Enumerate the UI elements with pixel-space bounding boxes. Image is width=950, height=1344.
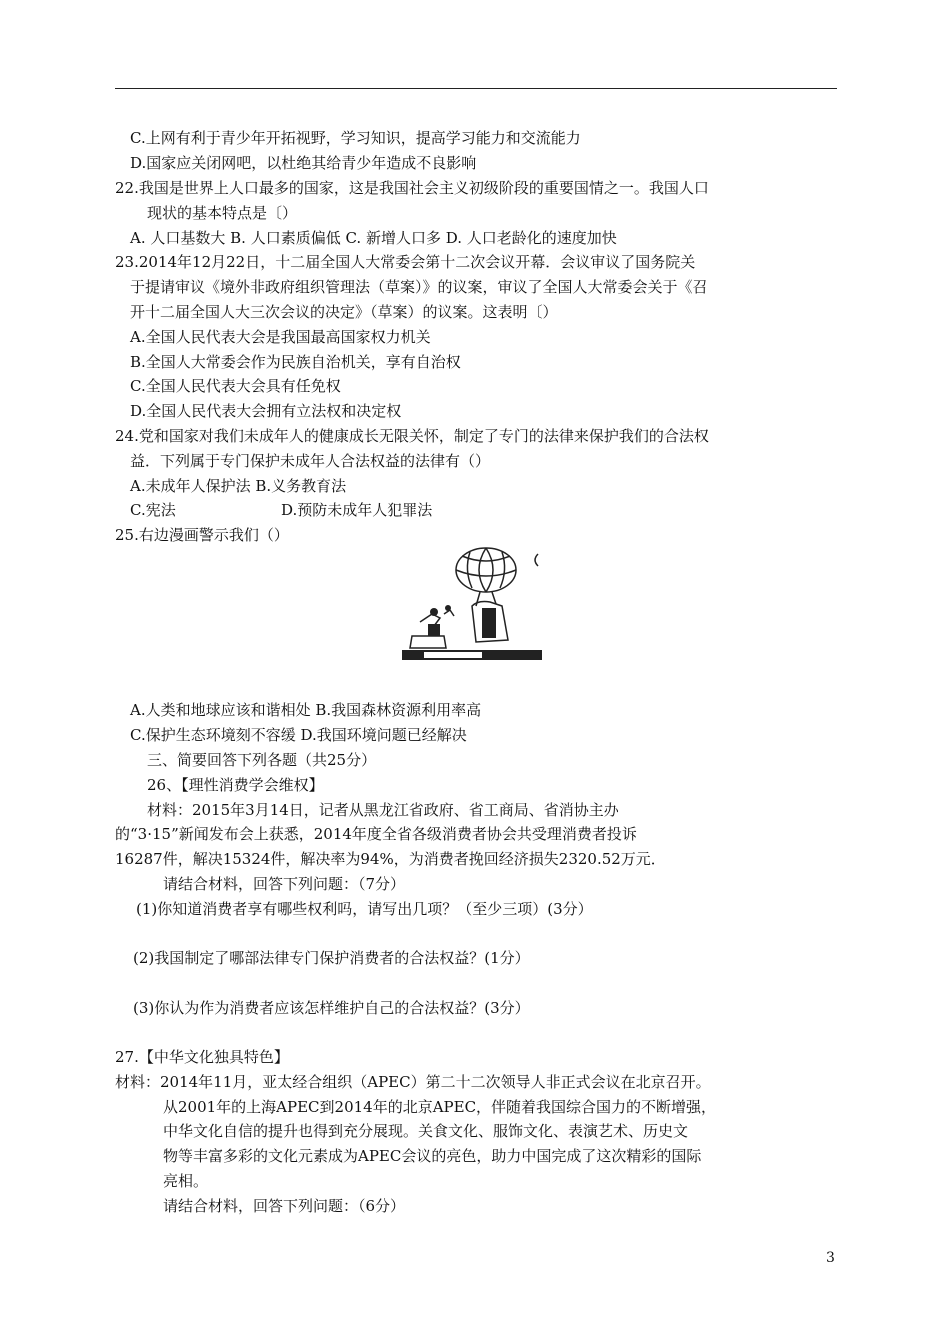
q22-stem-line-1: 22.我国是世界上人口最多的国家，这是我国社会主义初级阶段的重要国情之一。我国人口 <box>115 179 709 197</box>
q26-material-line-1: 材料：2015年3月14日，记者从黑龙江省政府、省工商局、省消协主办 <box>147 801 619 819</box>
q27-material-line-2: 从2001年的上海APEC到2014年的北京APEC，伴随着我国综合国力的不断增强， <box>163 1098 717 1116</box>
q26-material-line-2: 的“3·15”新闻发布会上获悉，2014年度全省各级消费者协会共受理消费者投诉 <box>115 825 637 843</box>
q21-option-c: C.上网有利于青少年开拓视野，学习知识，提高学习能力和交流能力 <box>130 129 581 147</box>
q24-stem-line-2: 益．下列属于专门保护未成年人合法权益的法律有（） <box>130 452 491 470</box>
q26-heading: 26、【理性消费学会维权】 <box>147 776 324 794</box>
q23-option-a: A.全国人民代表大会是我国最高国家权力机关 <box>130 328 431 346</box>
q26-sub-3: (3)你认为作为消费者应该怎样维护自己的合法权益？(3分） <box>133 999 530 1017</box>
q27-instruction: 请结合材料，回答下列问题：（6分） <box>163 1197 406 1215</box>
cartoon-image <box>398 544 546 662</box>
q22-stem-line-2: 现状的基本特点是〔） <box>147 204 298 222</box>
q23-stem-line-1: 23.2014年12月22日，十二届全国人大常委会第十二次会议开幕．会议审议了国务院关 <box>115 253 696 271</box>
q24-option-d: D.预防未成年人犯罪法 <box>281 501 433 519</box>
q27-heading: 27.【中华文化独具特色】 <box>115 1048 289 1066</box>
q27-material-line-4: 物等丰富多彩的文化元素成为APEC会议的亮色，助力中国完成了这次精彩的国际 <box>163 1147 702 1165</box>
q25-stem: 25.右边漫画警示我们（） <box>115 526 289 544</box>
q25-options-cd: C.保护生态环境刻不容缓 D.我国环境问题已经解决 <box>130 726 467 744</box>
q23-stem-line-3: 开十二届全国人大三次会议的决定》（草案）的议案。这表明〔） <box>130 303 558 321</box>
q26-sub-2: (2)我国制定了哪部法律专门保护消费者的合法权益？(1分） <box>133 949 530 967</box>
q26-material-line-3: 16287件，解决15324件，解决率为94%，为消费者挽回经济损失2320.52万元． <box>115 850 666 868</box>
section-three-heading: 三、简要回答下列各题（共25分） <box>147 751 377 769</box>
q23-option-b: B.全国人大常委会作为民族自治机关，享有自治权 <box>130 353 461 371</box>
q24-options-ab: A.未成年人保护法 B.义务教育法 <box>130 477 347 495</box>
q23-option-c: C.全国人民代表大会具有任免权 <box>130 377 341 395</box>
q22-options: A. 人口基数大 B. 人口素质偏低 C. 新增人口多 D. 人口老龄化的速度加快 <box>130 229 617 247</box>
q27-material-line-3: 中华文化自信的提升也得到充分展现。关食文化、服饰文化、表演艺术、历史文 <box>163 1122 689 1140</box>
header-rule <box>115 88 837 89</box>
q23-option-d: D.全国人民代表大会拥有立法权和决定权 <box>130 402 402 420</box>
q21-option-d: D.国家应关闭网吧，以杜绝其给青少年造成不良影响 <box>130 154 477 172</box>
q26-sub-1: (1)你知道消费者享有哪些权利吗，请写出几项？（至少三项）(3分） <box>136 900 593 918</box>
q27-material-line-1: 材料：2014年11月，亚太经合组织（APEC）第二十二次领导人非正式会议在北京召开。 <box>115 1073 711 1091</box>
page-number: 3 <box>826 1250 835 1266</box>
q23-stem-line-2: 于提请审议《境外非政府组织管理法（草案）》的议案，审议了全国人大常委会关于《召 <box>130 278 708 296</box>
q27-material-line-5: 亮相。 <box>163 1172 209 1190</box>
q26-instruction: 请结合材料，回答下列问题：（7分） <box>163 875 406 893</box>
q25-options-ab: A.人类和地球应该和谐相处 B.我国森林资源利用率高 <box>130 701 482 719</box>
q24-option-c: C.宪法 <box>130 501 176 519</box>
q24-stem-line-1: 24.党和国家对我们未成年人的健康成长无限关怀，制定了专门的法律来保护我们的合法权 <box>115 427 709 445</box>
